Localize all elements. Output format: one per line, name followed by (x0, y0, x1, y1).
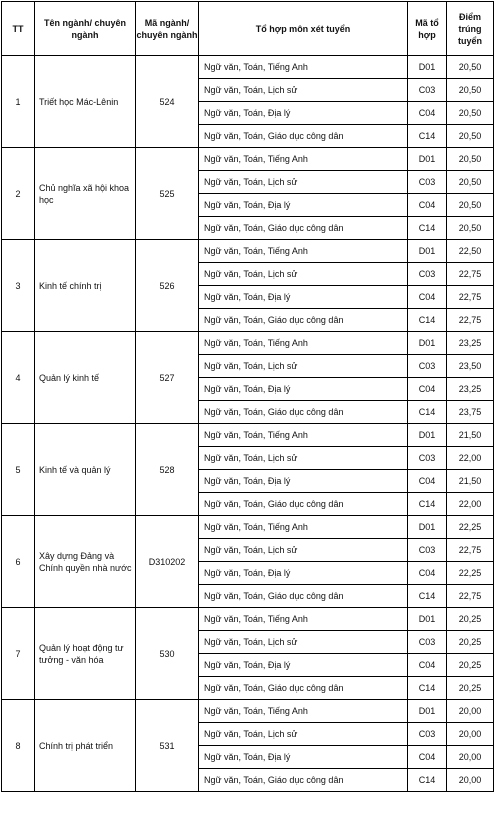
subject-combination: Ngữ văn, Toán, Tiếng Anh (199, 608, 408, 631)
subject-combination: Ngữ văn, Toán, Tiếng Anh (199, 332, 408, 355)
subject-combination: Ngữ văn, Toán, Lịch sử (199, 723, 408, 746)
admission-score: 20,50 (447, 194, 494, 217)
combination-code: D01 (408, 332, 447, 355)
admission-score: 20,50 (447, 102, 494, 125)
major-code: 527 (136, 332, 199, 424)
combination-code: C14 (408, 585, 447, 608)
admission-score: 23,25 (447, 378, 494, 401)
subject-combination: Ngữ văn, Toán, Lịch sử (199, 539, 408, 562)
admission-score: 22,50 (447, 240, 494, 263)
row-number: 1 (2, 56, 35, 148)
major-code: 528 (136, 424, 199, 516)
admission-score: 20,50 (447, 56, 494, 79)
header-tt: TT (2, 2, 35, 56)
subject-combination: Ngữ văn, Toán, Giáo dục công dân (199, 401, 408, 424)
combination-code: C03 (408, 171, 447, 194)
admission-score: 20,00 (447, 769, 494, 792)
combination-code: C03 (408, 539, 447, 562)
subject-combination: Ngữ văn, Toán, Địa lý (199, 470, 408, 493)
admission-score: 23,50 (447, 355, 494, 378)
major-name: Chủ nghĩa xã hội khoa học (35, 148, 136, 240)
subject-combination: Ngữ văn, Toán, Lịch sử (199, 171, 408, 194)
row-number: 2 (2, 148, 35, 240)
combination-code: D01 (408, 424, 447, 447)
subject-combination: Ngữ văn, Toán, Giáo dục công dân (199, 125, 408, 148)
subject-combination: Ngữ văn, Toán, Tiếng Anh (199, 700, 408, 723)
table-row (2, 516, 494, 539)
major-name: Xây dựng Đảng và Chính quyền nhà nước (35, 516, 136, 608)
combination-code: C03 (408, 355, 447, 378)
admission-score: 20,50 (447, 148, 494, 171)
major-name: Quản lý hoạt động tư tưởng - văn hóa (35, 608, 136, 700)
subject-combination: Ngữ văn, Toán, Tiếng Anh (199, 56, 408, 79)
major-name: Triết học Mác-Lênin (35, 56, 136, 148)
major-code: 526 (136, 240, 199, 332)
subject-combination: Ngữ văn, Toán, Giáo dục công dân (199, 677, 408, 700)
subject-combination: Ngữ văn, Toán, Tiếng Anh (199, 424, 408, 447)
admission-score: 20,50 (447, 125, 494, 148)
major-code: 530 (136, 608, 199, 700)
combination-code: C04 (408, 102, 447, 125)
major-code: 525 (136, 148, 199, 240)
major-name: Quản lý kinh tế (35, 332, 136, 424)
combination-code: D01 (408, 516, 447, 539)
subject-combination: Ngữ văn, Toán, Giáo dục công dân (199, 217, 408, 240)
admission-score: 22,00 (447, 447, 494, 470)
row-number: 5 (2, 424, 35, 516)
subject-combination: Ngữ văn, Toán, Tiếng Anh (199, 516, 408, 539)
admission-score: 22,75 (447, 286, 494, 309)
combination-code: C14 (408, 493, 447, 516)
admission-score: 22,75 (447, 263, 494, 286)
major-name: Kinh tế chính trị (35, 240, 136, 332)
subject-combination: Ngữ văn, Toán, Địa lý (199, 562, 408, 585)
header-subject-combination: Tổ hợp môn xét tuyển (199, 2, 408, 56)
subject-combination: Ngữ văn, Toán, Lịch sử (199, 631, 408, 654)
subject-combination: Ngữ văn, Toán, Tiếng Anh (199, 240, 408, 263)
subject-combination: Ngữ văn, Toán, Giáo dục công dân (199, 309, 408, 332)
row-number: 8 (2, 700, 35, 792)
combination-code: C14 (408, 309, 447, 332)
table-header-row (2, 2, 494, 56)
subject-combination: Ngữ văn, Toán, Địa lý (199, 286, 408, 309)
table-row (2, 240, 494, 263)
combination-code: D01 (408, 240, 447, 263)
major-name: Kinh tế và quản lý (35, 424, 136, 516)
subject-combination: Ngữ văn, Toán, Lịch sử (199, 355, 408, 378)
combination-code: C03 (408, 79, 447, 102)
subject-combination: Ngữ văn, Toán, Lịch sử (199, 447, 408, 470)
admission-score: 20,25 (447, 654, 494, 677)
admission-score: 20,50 (447, 217, 494, 240)
subject-combination: Ngữ văn, Toán, Địa lý (199, 654, 408, 677)
row-number: 3 (2, 240, 35, 332)
admission-score: 20,50 (447, 171, 494, 194)
combination-code: D01 (408, 148, 447, 171)
admission-score: 20,50 (447, 79, 494, 102)
header-major-name: Tên ngành/ chuyên ngành (35, 2, 136, 56)
admission-score: 20,25 (447, 631, 494, 654)
combination-code: C04 (408, 470, 447, 493)
combination-code: C03 (408, 631, 447, 654)
combination-code: C14 (408, 125, 447, 148)
combination-code: C04 (408, 654, 447, 677)
header-admission-score: Điểm trúng tuyển (447, 2, 494, 56)
admission-score: 20,25 (447, 608, 494, 631)
admission-score: 22,25 (447, 562, 494, 585)
major-code: 531 (136, 700, 199, 792)
combination-code: C04 (408, 378, 447, 401)
combination-code: C03 (408, 263, 447, 286)
subject-combination: Ngữ văn, Toán, Lịch sử (199, 79, 408, 102)
major-code: D310202 (136, 516, 199, 608)
subject-combination: Ngữ văn, Toán, Giáo dục công dân (199, 493, 408, 516)
admission-score: 20,00 (447, 746, 494, 769)
subject-combination: Ngữ văn, Toán, Giáo dục công dân (199, 769, 408, 792)
admission-score: 23,75 (447, 401, 494, 424)
admission-score: 20,00 (447, 723, 494, 746)
combination-code: C14 (408, 401, 447, 424)
row-number: 7 (2, 608, 35, 700)
subject-combination: Ngữ văn, Toán, Địa lý (199, 378, 408, 401)
admission-scores-table (1, 1, 494, 792)
admission-score: 21,50 (447, 470, 494, 493)
table-row (2, 332, 494, 355)
combination-code: C03 (408, 723, 447, 746)
subject-combination: Ngữ văn, Toán, Lịch sử (199, 263, 408, 286)
combination-code: C14 (408, 217, 447, 240)
major-code: 524 (136, 56, 199, 148)
header-combination-code: Mã tổ hợp (408, 2, 447, 56)
table-row (2, 424, 494, 447)
admission-score: 20,25 (447, 677, 494, 700)
subject-combination: Ngữ văn, Toán, Tiếng Anh (199, 148, 408, 171)
admission-score: 22,75 (447, 539, 494, 562)
row-number: 6 (2, 516, 35, 608)
combination-code: C04 (408, 746, 447, 769)
admission-score: 21,50 (447, 424, 494, 447)
admission-score: 20,00 (447, 700, 494, 723)
table-row (2, 56, 494, 79)
combination-code: C03 (408, 447, 447, 470)
row-number: 4 (2, 332, 35, 424)
admission-score: 22,00 (447, 493, 494, 516)
admission-score: 22,25 (447, 516, 494, 539)
major-name: Chính trị phát triển (35, 700, 136, 792)
combination-code: C04 (408, 562, 447, 585)
admission-score: 23,25 (447, 332, 494, 355)
combination-code: C04 (408, 286, 447, 309)
combination-code: C14 (408, 769, 447, 792)
table-row (2, 148, 494, 171)
admission-score: 22,75 (447, 585, 494, 608)
subject-combination: Ngữ văn, Toán, Địa lý (199, 194, 408, 217)
table-row (2, 608, 494, 631)
combination-code: D01 (408, 608, 447, 631)
admission-score: 22,75 (447, 309, 494, 332)
combination-code: C04 (408, 194, 447, 217)
subject-combination: Ngữ văn, Toán, Địa lý (199, 102, 408, 125)
header-major-code: Mã ngành/ chuyên ngành (136, 2, 199, 56)
combination-code: D01 (408, 700, 447, 723)
subject-combination: Ngữ văn, Toán, Giáo dục công dân (199, 585, 408, 608)
combination-code: C14 (408, 677, 447, 700)
combination-code: D01 (408, 56, 447, 79)
table-row (2, 700, 494, 723)
subject-combination: Ngữ văn, Toán, Địa lý (199, 746, 408, 769)
